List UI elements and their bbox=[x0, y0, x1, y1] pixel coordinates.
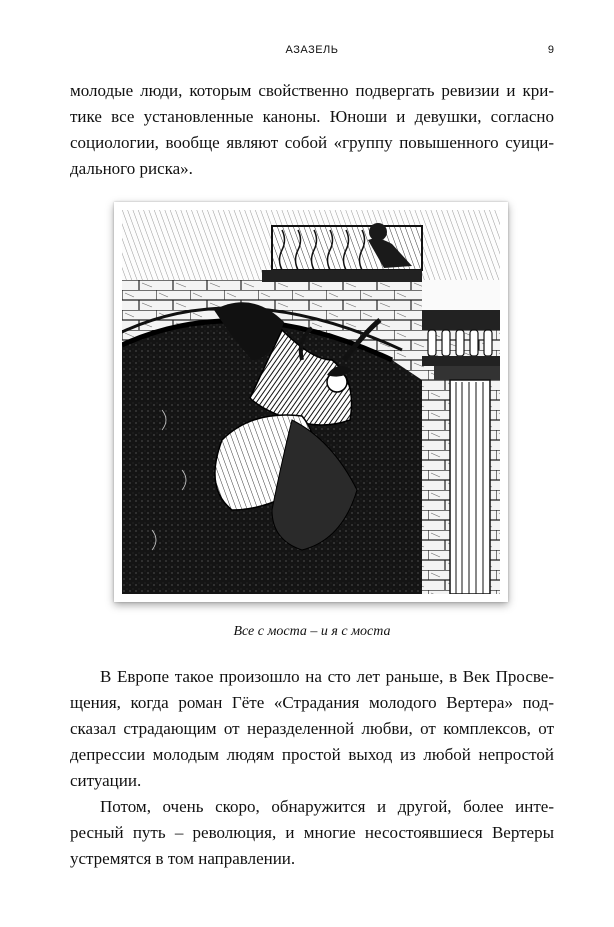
paragraph-line: ситуации. bbox=[70, 771, 142, 790]
engraving-illustration bbox=[122, 210, 500, 594]
running-title: АЗАЗЕЛЬ bbox=[285, 44, 339, 56]
paragraph-1 bbox=[70, 78, 554, 182]
paragraph-line: устремятся в том направлении. bbox=[70, 849, 296, 868]
paragraph-line: тике все установленные каноны. Юноши и девушки, согласно bbox=[70, 107, 554, 126]
paragraph-2 bbox=[70, 664, 554, 794]
illustration-frame bbox=[114, 202, 508, 602]
paragraph-3 bbox=[70, 794, 554, 872]
page-number: 9 bbox=[547, 44, 554, 56]
paragraph-line: В Европе такое произошло на сто лет раньше, в Век Просве- bbox=[100, 667, 554, 686]
page-header bbox=[70, 44, 554, 60]
paragraph-line: социологии, вообще являют собой «группу повышенного суици- bbox=[70, 133, 554, 152]
paragraph-line: щения, когда роман Гёте «Страдания молодого Вертера» под- bbox=[70, 693, 554, 712]
paragraph-line: дального риска». bbox=[70, 159, 193, 178]
paragraph-line: молодые люди, которым свойственно подвергать ревизии и кри- bbox=[70, 81, 554, 100]
paragraph-line: ресный путь – революция, и многие несостоявшиеся Вертеры bbox=[70, 823, 554, 842]
figure-caption: Все с моста – и я с моста bbox=[233, 624, 391, 639]
paragraph-line: Потом, очень скоро, обнаружится и другой, более инте- bbox=[100, 797, 554, 816]
paragraph-line: сказал страдающим от неразделенной любви, от комплексов, от bbox=[70, 719, 554, 738]
paragraph-line: депрессии молодым людям простой выход из любой непростой bbox=[70, 745, 554, 764]
